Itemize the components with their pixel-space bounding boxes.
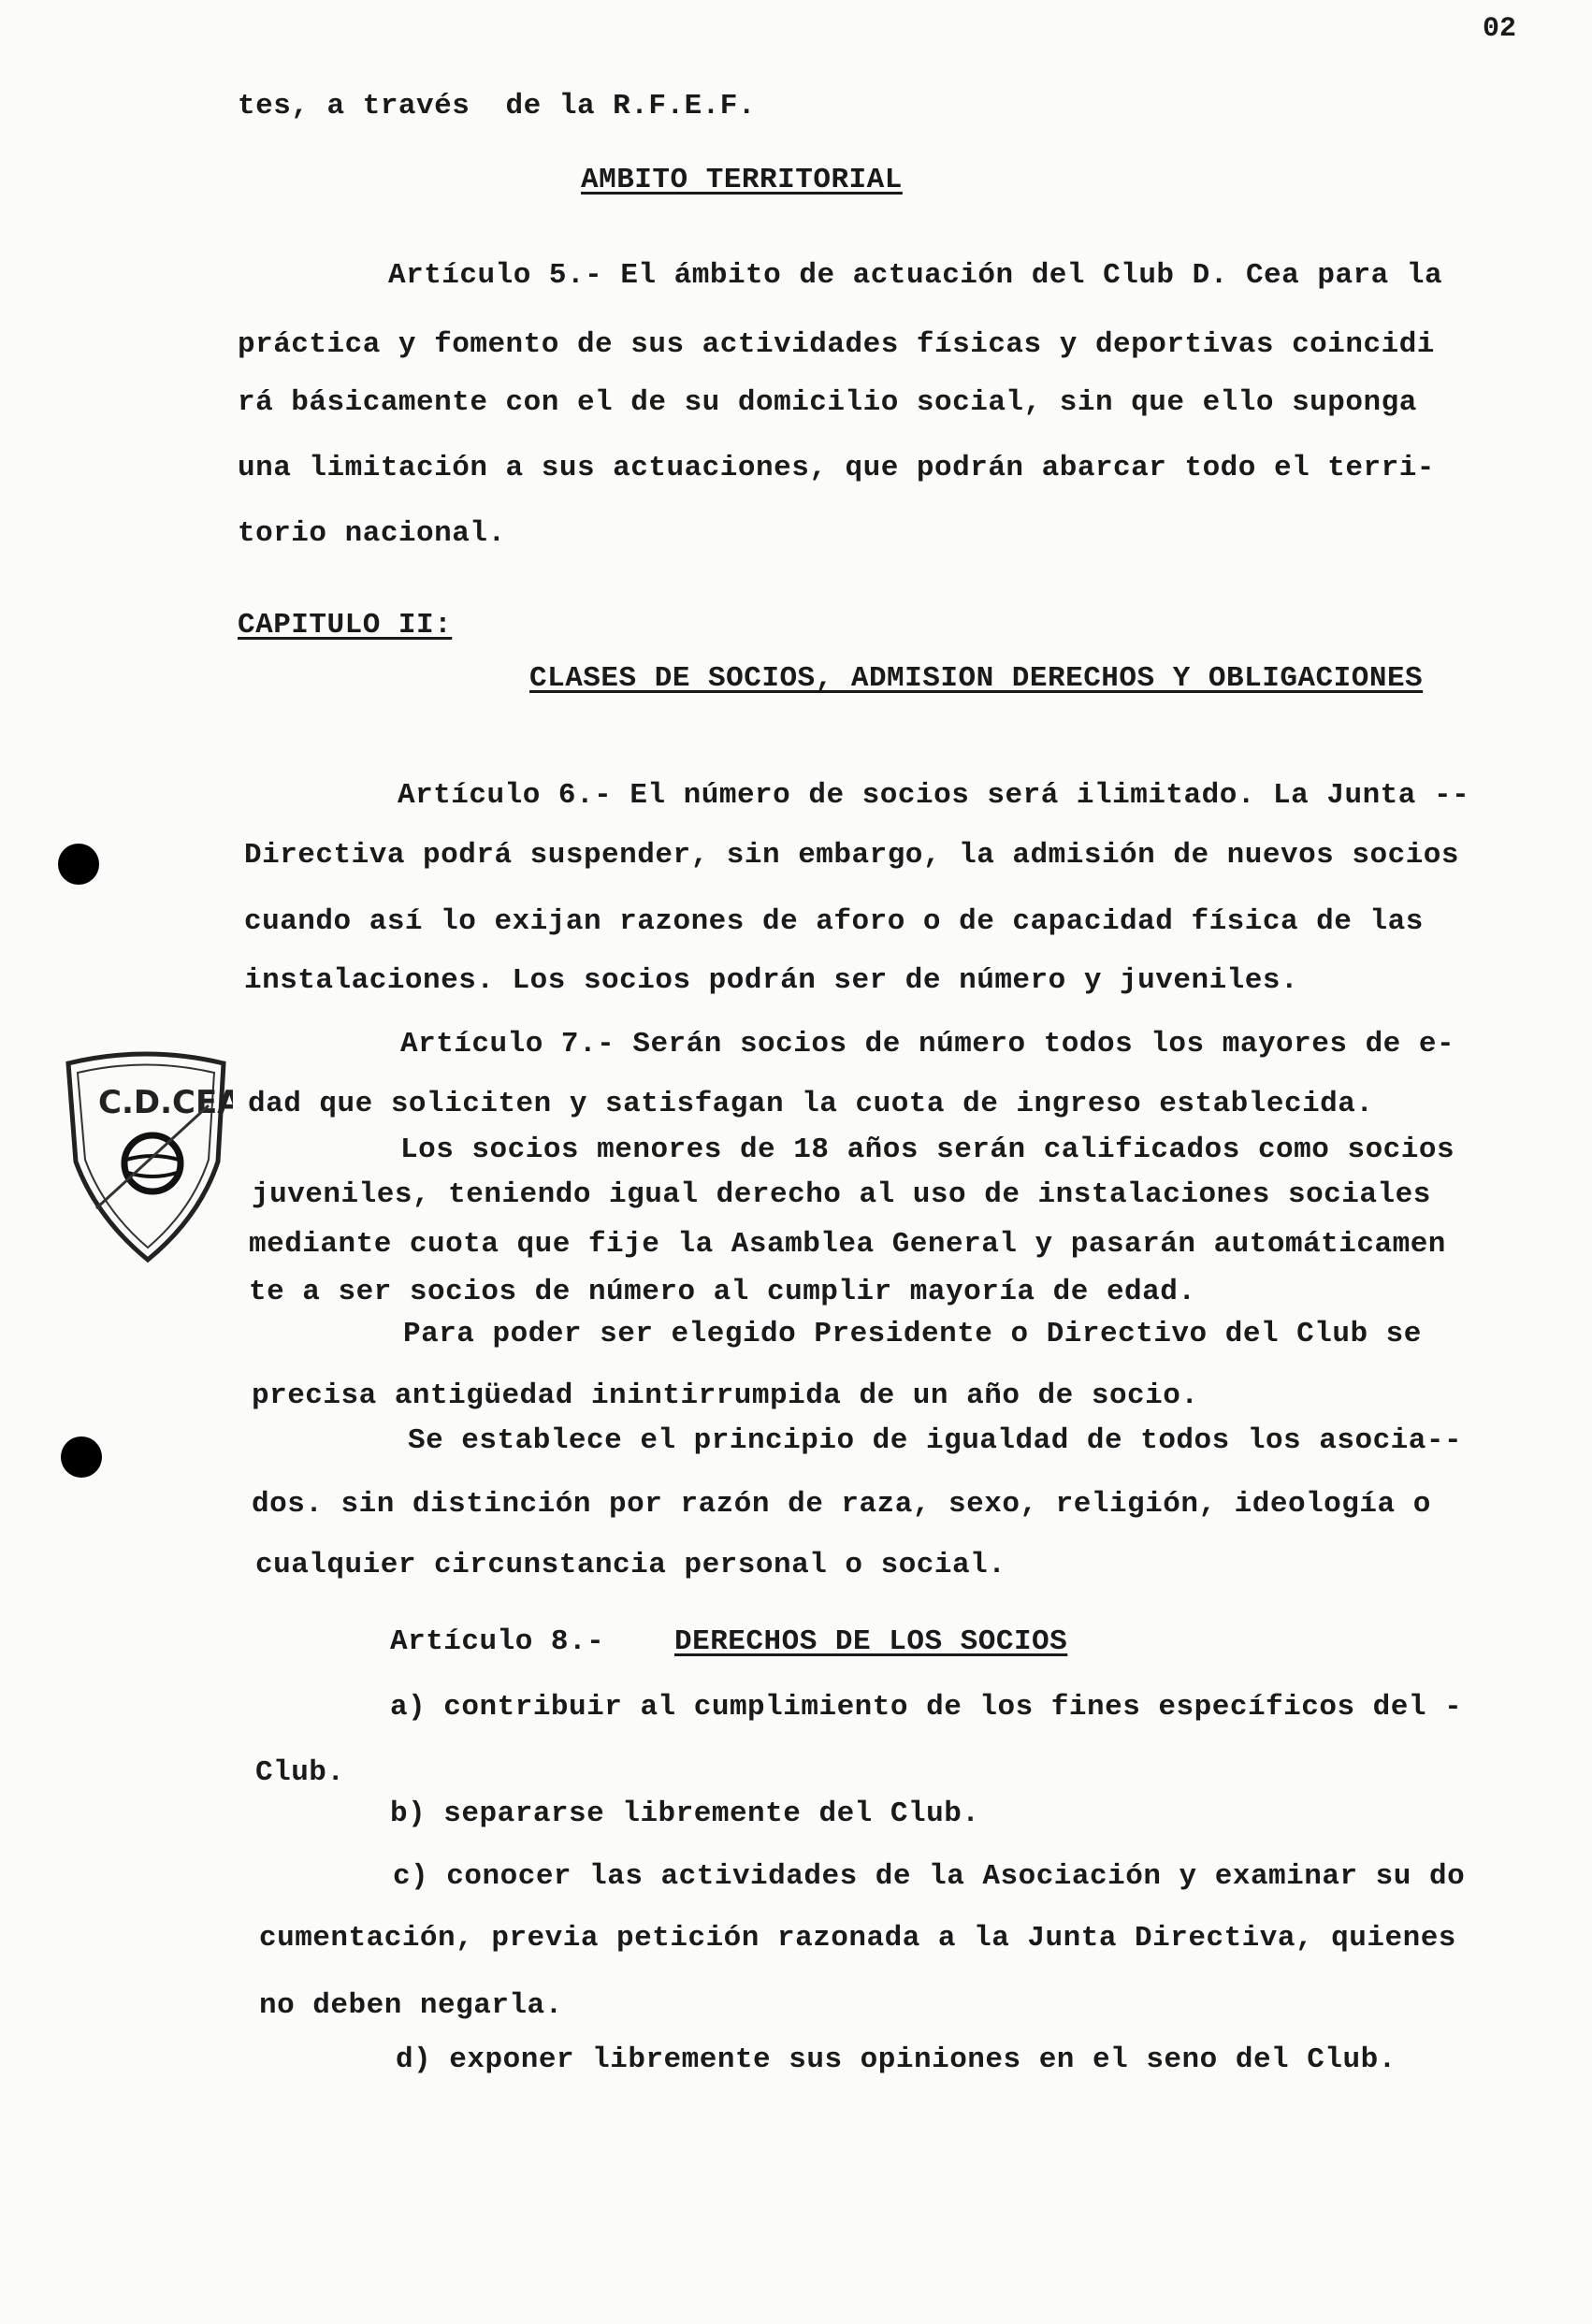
- text-line: una limitación a sus actuaciones, que podrán abarcar todo el terri-: [238, 452, 1435, 484]
- text-line: cuando así lo exijan razones de aforo o de capacidad física de las: [244, 905, 1424, 938]
- article-label: Artículo 8.-: [390, 1625, 605, 1658]
- text-line: práctica y fomento de sus actividades físicas y deportivas coincidi: [238, 328, 1435, 361]
- page-number: 02: [1483, 13, 1517, 45]
- text-line: Se establece el principio de igualdad de todos los asocia--: [408, 1424, 1463, 1457]
- text-line: cumentación, previa petición razonada a la Junta Directiva, quienes: [259, 1922, 1456, 1955]
- text-line: Artículo 7.- Serán socios de número todos los mayores de e-: [400, 1028, 1455, 1061]
- text-line: te a ser socios de número al cumplir mayoría de edad.: [249, 1276, 1196, 1308]
- text-line: c) conocer las actividades de la Asociación y examinar su do: [393, 1860, 1466, 1893]
- text-line: rá básicamente con el de su domicilio social, sin que ello suponga: [238, 386, 1417, 419]
- section-heading: AMBITO TERRITORIAL: [581, 164, 903, 196]
- text-line: Club.: [255, 1756, 345, 1789]
- text-line: instalaciones. Los socios podrán ser de número y juveniles.: [244, 964, 1299, 997]
- text-line: juveniles, teniendo igual derecho al uso de instalaciones sociales: [252, 1178, 1431, 1211]
- text-line: mediante cuota que fije la Asamblea General y pasarán automáticamen: [249, 1228, 1446, 1261]
- svg-text:C.D.CEA: C.D.CEA: [98, 1084, 233, 1121]
- shield-icon: [59, 1049, 233, 1264]
- text-line: Para poder ser elegido Presidente o Directivo del Club se: [403, 1318, 1422, 1350]
- text-line: precisa antigüedad inintirrumpida de un año de socio.: [252, 1379, 1199, 1412]
- punch-hole: [58, 844, 99, 885]
- club-crest-logo: [59, 1049, 233, 1264]
- text-line: Artículo 6.- El número de socios será ilimitado. La Junta --: [398, 779, 1470, 812]
- text-line: Los socios menores de 18 años serán calificados como socios: [400, 1133, 1455, 1166]
- section-heading: DERECHOS DE LOS SOCIOS: [674, 1625, 1068, 1658]
- section-heading: CLASES DE SOCIOS, ADMISION DERECHOS Y OBLIGACIONES: [529, 662, 1424, 695]
- text-line: b) separarse libremente del Club.: [390, 1797, 980, 1830]
- text-line: torio nacional.: [238, 517, 506, 550]
- text-line: a) contribuir al cumplimiento de los fines específicos del -: [390, 1691, 1463, 1724]
- text-line: d) exponer libremente sus opiniones en el seno del Club.: [396, 2043, 1397, 2076]
- punch-hole: [61, 1436, 102, 1478]
- text-line: Artículo 5.- El ámbito de actuación del Club D. Cea para la: [388, 259, 1443, 292]
- chapter-heading: CAPITULO II:: [238, 609, 453, 642]
- text-line: cualquier circunstancia personal o social.: [255, 1549, 1006, 1581]
- text-line: dos. sin distinción por razón de raza, sexo, religión, ideología o: [252, 1488, 1431, 1521]
- text-line: tes, a través de la R.F.E.F.: [238, 90, 756, 123]
- text-line: Directiva podrá suspender, sin embargo, la admisión de nuevos socios: [244, 839, 1460, 872]
- text-line: dad que soliciten y satisfagan la cuota de ingreso establecida.: [248, 1088, 1374, 1120]
- text-line: no deben negarla.: [259, 1989, 563, 2022]
